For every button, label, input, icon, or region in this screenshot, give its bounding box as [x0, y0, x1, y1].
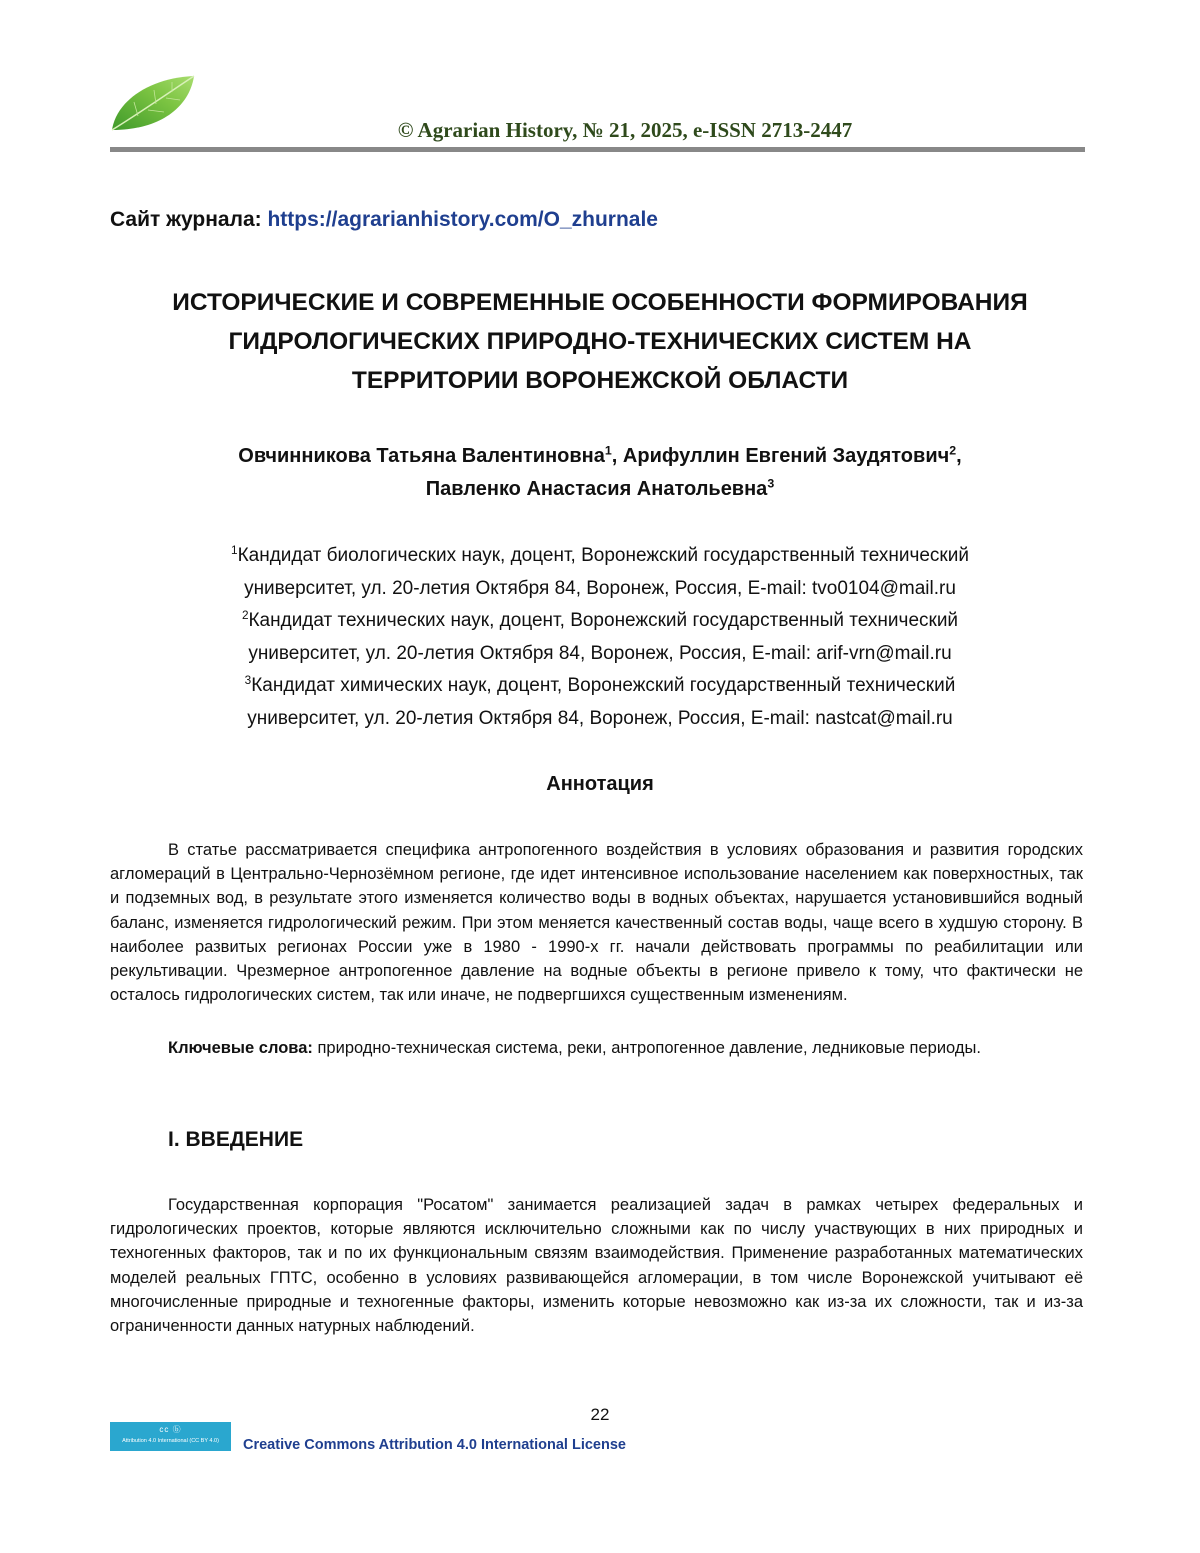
- affiliation-line: университет, ул. 20-летия Октября 84, Воронеж, Россия, E-mail: arif-vrn@mail.ru: [248, 642, 952, 664]
- affiliation-text: Кандидат технических наук, доцент, Воронежский государственный технический: [248, 610, 959, 631]
- page-number: 22: [590, 1405, 610, 1424]
- author-list: [100, 440, 1100, 506]
- abstract-heading: Аннотация: [546, 773, 654, 795]
- title-line-1: ИСТОРИЧЕСКИЕ И СОВРЕМЕННЫЕ ОСОБЕННОСТИ ФОРМИРОВАНИЯ: [172, 289, 1028, 316]
- author-sup: 2: [949, 443, 957, 458]
- header-divider: [110, 147, 1085, 152]
- authors-line-1: [100, 440, 1100, 473]
- site-link[interactable]: https://agrarianhistory.com/O_zhurnale: [267, 208, 658, 231]
- keywords-label: Ключевые слова:: [168, 1039, 313, 1057]
- author-separator: ,: [956, 445, 962, 467]
- cc-by-badge[interactable]: [110, 1422, 231, 1451]
- title-line-3: ТЕРРИТОРИИ ВОРОНЕЖСКОЙ ОБЛАСТИ: [351, 367, 849, 394]
- affiliation-text: Кандидат химических наук, доцент, Воронежский государственный технический: [251, 675, 956, 696]
- author-name: Павленко Анастасия Анатольевна: [425, 478, 768, 500]
- journal-header-title: © Agrarian History, № 21, 2025, e-ISSN 2713-2447: [397, 118, 853, 142]
- title-line-2: ГИДРОЛОГИЧЕСКИХ ПРИРОДНО-ТЕХНИЧЕСКИХ СИСТЕМ НА: [228, 328, 972, 355]
- affiliation-line: университет, ул. 20-летия Октября 84, Воронеж, Россия, E-mail: tvo0104@mail.ru: [244, 577, 956, 599]
- author-sup: 3: [767, 476, 775, 491]
- site-label: Сайт журнала:: [110, 208, 262, 231]
- cc-badge-text: Attribution 4.0 International (CC BY 4.0): [122, 1438, 219, 1444]
- cc-by-icon: cc ⓑ: [159, 1425, 182, 1434]
- affiliation-line: [100, 540, 1100, 573]
- affiliation-text: Кандидат биологических наук, доцент, Воронежский государственный технический: [237, 545, 969, 566]
- keywords-paragraph: [110, 1036, 1083, 1060]
- affiliation-line: [100, 605, 1100, 638]
- keywords-text: природно-техническая система, реки, антропогенное давление, ледниковые периоды.: [317, 1039, 981, 1057]
- affiliation-sup: 3: [244, 673, 252, 687]
- author-sup: 1: [604, 443, 612, 458]
- affiliations: [100, 540, 1100, 735]
- author-separator: ,: [611, 445, 623, 467]
- affiliation-sup: 2: [241, 608, 249, 622]
- section-heading-introduction: I. ВВЕДЕНИЕ: [168, 1128, 304, 1151]
- journal-site-line: [110, 208, 658, 232]
- affiliation-line: университет, ул. 20-летия Октября 84, Воронеж, Россия, E-mail: nastcat@mail.ru: [247, 707, 953, 729]
- article-title: [100, 283, 1100, 400]
- affiliation-sup: 1: [231, 543, 238, 557]
- license-link[interactable]: Creative Commons Attribution 4.0 International License: [243, 1437, 626, 1453]
- affiliation-line: [100, 670, 1100, 703]
- abstract-text: В статье рассматривается специфика антропогенного воздействия в условиях образования и развития городских агломераций в Центрально-Чернозёмном регионе, где идет интенсивное использование населением как поверхностных, так и подземных вод, в результате этого изменяется количество воды в водных объектах, нарушается установившийся водный баланс, изменяется гидрологический режим. При этом меняется качественный состав воды, чаще всего в худшую сторону. В наиболее развитых регионах России уже в 1980 - 1990-х гг. начали действовать программы по реабилитации или рекультивации. Чрезмерное антропогенное давление на водные объекты в регионе привело к тому, что фактически не осталось гидрологических систем, так или иначе, не подвергшихся существенным изменениям.: [110, 841, 1083, 1005]
- introduction-text: Государственная корпорация "Росатом" занимается реализацией задач в рамках четырех федеральных и гидрологических проектов, которые являются исключительно сложными как по числу участвующих в них природных и техногенных факторов, так и по их функциональным связям взаимодействия. Применение разработанных математических моделей реальных ГПТС, особенно в условиях развивающейся агломерации, в том числе Воронежской учитывают её многочисленные природные и техногенные факторы, изменить которые невозможно как из-за их сложности, так и из-за ограниченности данных натурных наблюдений.: [110, 1196, 1083, 1336]
- author-name: Овчинникова Татьяна Валентиновна: [238, 445, 605, 467]
- author-name: Арифуллин Евгений Заудятович: [622, 445, 950, 467]
- authors-line-2: [100, 473, 1100, 506]
